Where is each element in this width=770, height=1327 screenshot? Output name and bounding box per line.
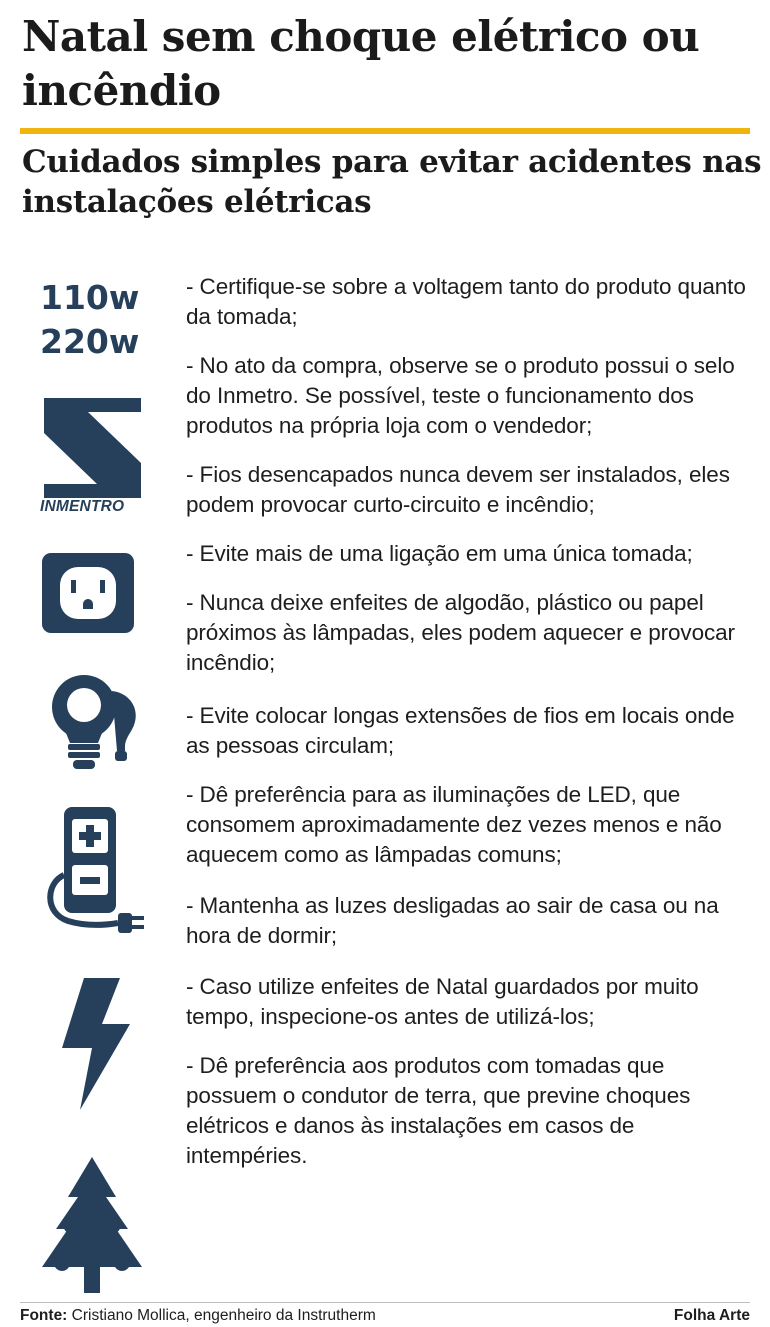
footer-divider — [20, 1302, 750, 1303]
tip-decorations-near-lamps: - Nunca deixe enfeites de algodão, plástico ou papel próximos às lâmpadas, eles podem aquecer e provocar incêndio; — [186, 590, 735, 675]
footer — [20, 1306, 750, 1326]
tip-led-lighting: - Dê preferência para as iluminações de LED, que consomem aproximadamente dez vezes menos e não aquecem como as lâmpadas comuns; — [186, 782, 722, 867]
light-bulbs-icon — [48, 673, 142, 771]
tip-inspect-decorations: - Caso utilize enfeites de Natal guardados por muito tempo, inspecione-os antes de utilizá-los; — [186, 974, 699, 1029]
tip-grounded-plugs: - Dê preferência aos produtos com tomadas que possuem o condutor de terra, que previne choques elétricos e danos às instalações em casos de intempéries. — [186, 1053, 691, 1168]
voltage-110: 110w — [40, 278, 140, 317]
voltage-220: 220w — [40, 322, 140, 361]
title-accent-rule — [20, 128, 750, 134]
page-title: Natal sem choque elétrico ou incêndio — [22, 12, 700, 115]
safety-tips-list — [186, 272, 754, 1190]
tip-extension-cords: - Evite colocar longas extensões de fios em locais onde as pessoas circulam; — [186, 703, 735, 758]
source-label: Fonte: — [20, 1307, 68, 1324]
voltage-icon — [34, 276, 156, 364]
tip-bare-wires: - Fios desencapados nunca devem ser instalados, eles podem provocar curto-circuito e incêndio; — [186, 462, 730, 517]
inmetro-label: INMENTRO — [40, 498, 125, 515]
tip-single-outlet: - Evite mais de uma ligação em uma única tomada; — [186, 541, 693, 566]
inmetro-seal-icon — [44, 398, 144, 498]
source-text: Cristiano Mollica, engenheiro da Instrutherm — [67, 1307, 376, 1324]
lightning-bolt-icon — [60, 978, 132, 1110]
extension-power-strip-icon — [44, 805, 148, 939]
tip-inmetro-seal: - No ato da compra, observe se o produto possui o selo do Inmetro. Se possível, teste o funcionamento dos produtos na própria loja com o vendedor; — [186, 353, 735, 438]
page-subtitle: Cuidados simples para evitar acidentes nas instalações elétricas — [22, 144, 762, 220]
wall-outlet-icon — [42, 553, 134, 633]
tip-voltage: - Certifique-se sobre a voltagem tanto do produto quanto da tomada; — [186, 274, 746, 329]
credit-label: Folha Arte — [673, 1307, 750, 1324]
tip-lights-off: - Mantenha as luzes desligadas ao sair de casa ou na hora de dormir; — [186, 893, 719, 948]
christmas-tree-icon — [40, 1157, 144, 1297]
